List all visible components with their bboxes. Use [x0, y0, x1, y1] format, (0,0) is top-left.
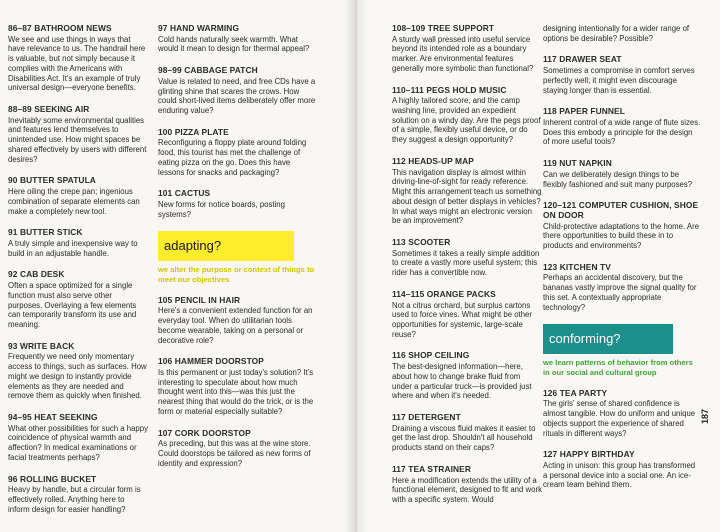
entry-body: What other possibilities for such a happy coincidence of physical warmth and affection? In medical examinations or facial treatments perhaps?	[8, 423, 148, 462]
book-gutter	[344, 0, 368, 532]
entry	[392, 351, 542, 401]
entry-body: Here oiling the crepe pan; ingenious combination of separate elements can make a completely new tool.	[8, 187, 140, 216]
entry-title: 126 TEA PARTY	[543, 387, 608, 398]
entry-body: As preceding, but this was at the wine store. Could doorstops be tailored as new forms of identity and expression?	[158, 439, 311, 468]
entry-body: Child-protective adaptations to the home. Are there opportunities to build these in to products and environments?	[543, 221, 700, 251]
entry-title: 116 SHOP CEILING	[392, 350, 470, 361]
entry	[392, 24, 542, 74]
entry-title: 96 ROLLING BUCKET	[8, 473, 97, 484]
entry	[8, 105, 148, 164]
entry	[158, 66, 316, 116]
entry-title: 92 CAB DESK	[8, 269, 65, 280]
entry-title: 117 DRAWER SEAT	[543, 54, 622, 65]
entry	[8, 342, 148, 401]
column-1	[8, 24, 148, 526]
entry	[8, 24, 148, 93]
entry-body: A sturdy wall pressed into useful service beyond its intended role as a boundary marker. Are environmental features generally more symbolic than functional?	[392, 34, 534, 73]
entry-title: 90 BUTTER SPATULA	[8, 175, 96, 186]
entry-body: Not a citrus orchard, but surplus cartons used to force vines. What might be other opportunities for systemic, large-scale reuse?	[392, 300, 532, 339]
entry	[543, 107, 701, 147]
entry	[158, 128, 316, 178]
entry	[543, 159, 701, 189]
entry-body: Heavy by handle, but a circular form is effectively rolled. Anything here to inform design for easier handling?	[8, 485, 141, 514]
adapting-section-box: adapting?	[158, 231, 294, 261]
entry-title: 107 CORK DOORSTOP	[158, 427, 251, 438]
entry	[8, 228, 148, 258]
entry	[8, 176, 148, 216]
entry-body: New forms for notice boards, posting systems?	[158, 199, 285, 219]
entry-title: 112 HEADS-UP MAP	[392, 155, 474, 166]
adapting-subtitle: we alter the purpose or context of things to meet our objectives	[158, 265, 315, 284]
conforming-section-box: conforming?	[543, 324, 673, 354]
entry-body: Reconfiguring a floppy plate around folding food, this tourist has met the challenge of eating pizza on the go. Does this have lessons for snacks and packaging?	[158, 138, 307, 177]
entry	[543, 55, 701, 95]
entry-body: Here a modification extends the utility of a functional element, designed to fit and work with a specific system. Would	[392, 475, 542, 505]
column-2	[158, 24, 316, 480]
entry-title: 123 KITCHEN TV	[543, 261, 611, 272]
entry-title: 127 HAPPY BIRTHDAY	[543, 449, 635, 460]
entry	[543, 389, 701, 439]
entry-body: Sometimes it takes a really simple addition to create a vastly more useful system; this rider has a convertible now.	[392, 248, 540, 278]
entry	[543, 263, 701, 313]
entry-title: 117 DETERGENT	[392, 412, 461, 423]
column-3	[392, 24, 542, 517]
entry-body: Can we deliberately design things to be flexibly fashioned and suit many purposes?	[543, 169, 693, 189]
entry	[392, 86, 542, 145]
entry-body: Cold hands naturally seek warmth. What would it mean to design for thermal appeal?	[158, 34, 310, 54]
entry-body: Inevitably some environmental qualities and features lend themselves to unintended use. How might spaces be shared effectively by users with different desires?	[8, 115, 147, 164]
entry-title: 119 NUT NAPKIN	[543, 158, 612, 169]
entry	[158, 296, 316, 346]
entry-title: 105 PENCIL IN HAIR	[158, 294, 241, 305]
entry-body: Here's a convenient extended function for an everyday tool. When do utilitarian tools become wearable, taking on a personal or decorative role?	[158, 306, 313, 345]
entry	[158, 24, 316, 54]
entry	[158, 189, 316, 219]
entry-body: Sometimes a compromise in comfort serves perfectly well; it might even discourage staying longer than is essential.	[543, 66, 695, 95]
entry-body: Perhaps an accidental discovery, but the bananas vastly improve the signal quality for this set. A contextually appropriate technology?	[543, 273, 697, 312]
entry-title: 113 SCOOTER	[392, 236, 451, 247]
entry-title: 101 CACTUS	[158, 188, 211, 199]
entry-body: Is this permanent or just today's solution? It's interesting to speculate about how much thought went into this—was this just the nearest thing that would do the trick, or is the form or material especially suitable?	[158, 367, 314, 416]
entry-title: 114–115 ORANGE PACKS	[392, 288, 496, 299]
column-4	[543, 24, 701, 502]
entry-body: Frequently we need only momentary access to things, such as surfaces. How might we design to instantly provide elements as they are needed and remove them as quickly when finished.	[8, 352, 147, 401]
entry-title: 97 HAND WARMING	[158, 23, 240, 33]
entry-title: 108–109 TREE SUPPORT	[392, 23, 495, 33]
entry-body: The girls' sense of shared confidence is almost tangible. How do uniform and unique objects support the experience of shared rituals in different ways?	[543, 399, 696, 438]
entry-body: Draining a viscous fluid makes it easier to get the last drop. Shouldn't all household products stand on their caps?	[392, 423, 536, 453]
entry-title: 93 WRITE BACK	[8, 340, 75, 351]
entry-body: A highly tailored score, and the camp washing line, provided an expedient solution on a windy day. Are the pegs proof of a simple, flexibly useful device, or do they suggest a design opportunity?	[392, 96, 541, 145]
entry-title: 110–111 PEGS HOLD MUSIC	[392, 84, 507, 95]
entry	[392, 465, 542, 505]
entry	[543, 201, 701, 251]
entry-body: This navigation display is almost within driving-line-of-sight for ready reference. Might this arrangement teach us something about design of better displays in vehicles? In what ways might an electronic version be an improvement?	[392, 167, 542, 226]
entry-title: 86–87 BATHROOM NEWS	[8, 23, 112, 33]
entry	[8, 475, 148, 515]
entry	[158, 429, 316, 469]
entry	[392, 157, 542, 226]
entry-title: 106 HAMMER DOORSTOP	[158, 356, 264, 367]
entry-title: 118 PAPER FUNNEL	[543, 106, 625, 117]
entry	[392, 238, 542, 278]
entry	[158, 357, 316, 416]
entry	[392, 290, 542, 340]
page-number: 187	[700, 408, 710, 424]
entry	[543, 450, 701, 490]
entry-title: 91 BUTTER STICK	[8, 227, 83, 238]
entry-title: 120–121 COMPUTER CUSHION, SHOE ON DOOR	[543, 200, 699, 220]
entry-body-continued: designing intentionally for a wider range of options be desirable? Possible?	[543, 24, 690, 43]
conforming-subtitle: we learn patterns of behavior from others in our social and cultural group	[543, 358, 693, 377]
entry-title: 117 TEA STRAINER	[392, 463, 472, 474]
entry	[8, 413, 148, 463]
entry	[392, 413, 542, 453]
entry-body: Value is related to need, and free CDs have a glinting shine that scares the crows. How could short-lived items deliberately offer more enduring value?	[158, 76, 316, 115]
entry-title: 98–99 CABBAGE PATCH	[158, 65, 258, 76]
entry	[543, 24, 701, 43]
entry-body: We see and use things in ways that have relevance to us. The handrail here is valuable, but not simply because it complies with the Americans with Disabilities Act. It's an example of truly universal design—everyone benefits.	[8, 34, 146, 93]
entry-body: Inherent control of a wide range of flute sizes. Does this embody a principle for the design of more useful tools?	[543, 117, 701, 147]
entry-body: Acting in unison: this group has transformed a personal device into a social one. An ice-cream team behind them.	[543, 460, 696, 490]
entry-body: The best-designed information—here, about how to change brake fluid from under a particular truck—is provided just where and when it's needed.	[392, 362, 532, 401]
entry-title: 100 PIZZA PLATE	[158, 126, 229, 137]
entry-body: A truly simple and inexpensive way to build in an adjustable handle.	[8, 238, 138, 258]
entry-title: 88–89 SEEKING AIR	[8, 104, 90, 115]
entry	[8, 270, 148, 329]
entry-title: 94–95 HEAT SEEKING	[8, 412, 98, 423]
entry-body: Often a space optimized for a single function must also serve other purposes. Overlaying a few elements can temporarily transform its use and meaning.	[8, 281, 137, 329]
